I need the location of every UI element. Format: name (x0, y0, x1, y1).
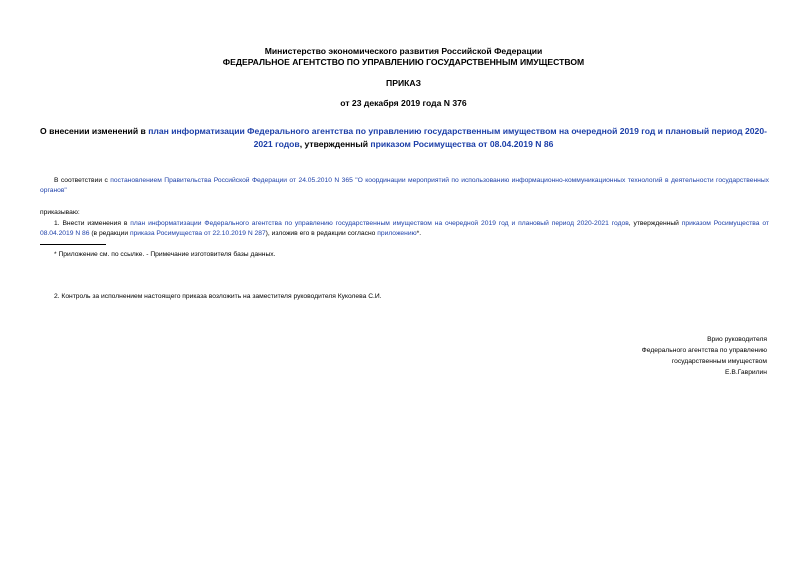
item1-link-order-287[interactable]: приказа Росимущества от 22.10.2019 N 287 (129, 230, 266, 237)
title-link-plan[interactable]: план информатизации Федерального агентства по управлению государственным имуществом на очередной 2019 год и плановый период 2020-2021 годов (148, 126, 767, 149)
document-date-number: от 23 декабря 2019 года N 376 (340, 98, 467, 108)
ministry-name: Министерство экономического развития Российской Федерации (264, 46, 543, 56)
preamble-paragraph (40, 176, 769, 196)
agency-name: ФЕДЕРАЛЬНОЕ АГЕНТСТВО ПО УПРАВЛЕНИЮ ГОСУДАРСТВЕННЫМ ИМУЩЕСТВОМ (222, 57, 585, 67)
item1-text-2: , утвержденный (628, 220, 682, 227)
title-text-1: О внесении изменений в (40, 126, 149, 136)
item-1-paragraph (40, 219, 769, 239)
footnote-divider (40, 244, 106, 245)
preamble-link-decree[interactable]: постановлением Правительства Российской Федерации от 24.05.2010 N 365 "О координации мероприятий по использованию информационно-коммуникационных технологий в деятельности государственных органов" (40, 177, 769, 194)
preamble-text: В соответствии с (54, 177, 111, 184)
item1-link-appendix[interactable]: приложению (377, 230, 417, 237)
order-word: приказываю: (40, 209, 80, 216)
footnote-text: * Приложение см. по ссылке. - Примечание изготовителя базы данных. (54, 251, 276, 258)
item1-text-1: 1. Внести изменения в (54, 220, 131, 227)
item1-text-4: ), изложив его в редакции согласно (265, 230, 378, 237)
title-link-order[interactable]: приказом Росимущества от 08.04.2019 N 86 (370, 139, 554, 149)
item1-link-order-86[interactable]: приказом Росимущества от 08.04.2019 N 86 (40, 220, 769, 237)
document-title (40, 125, 767, 151)
item-2-paragraph: 2. Контроль за исполнением настоящего приказа возложить на заместителя руководителя Куколева С.И. (54, 293, 382, 300)
title-text-2: , утвержденный (299, 139, 371, 149)
item1-link-plan[interactable]: план информатизации Федерального агентства по управлению государственным имуществом на очередной 2019 год и плановый период 2020-2021 годов (130, 220, 629, 227)
signature-position: Врио руководителя (707, 336, 767, 343)
item1-text-3: (в редакции (89, 230, 130, 237)
document-type: ПРИКАЗ (386, 78, 421, 88)
signature-name: Е.В.Гаврилин (725, 369, 767, 376)
item1-text-5: *. (416, 230, 422, 237)
signature-agency: Федерального агентства по управлению (641, 347, 767, 354)
signature-agency-cont: государственным имуществом (671, 358, 767, 365)
